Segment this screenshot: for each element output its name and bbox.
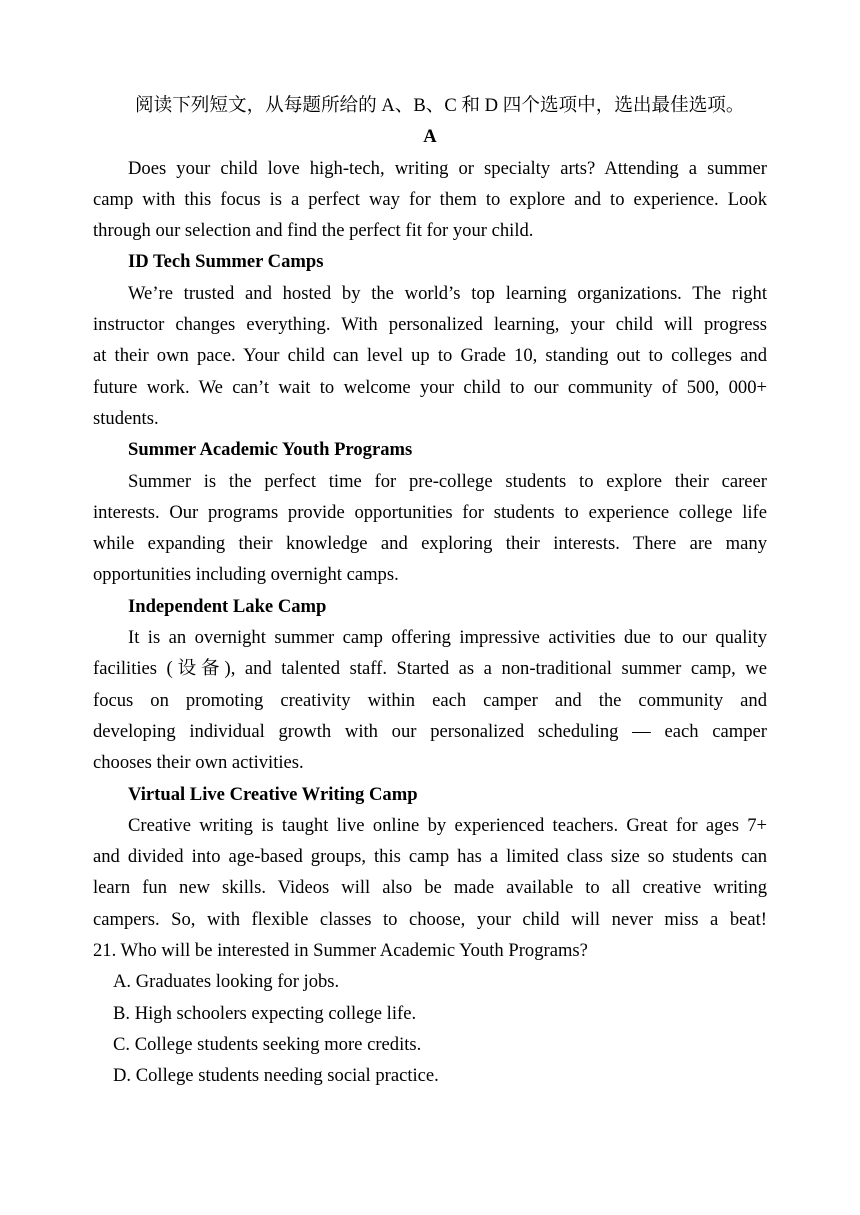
answer-option-d: D. College students needing social practice.	[113, 1065, 439, 1087]
camp-line: facilities (设备), and talented staff. Started as a non-traditional summer camp, we	[93, 658, 767, 680]
camp-line: It is an overnight summer camp offering impressive activities due to our quality	[128, 627, 767, 649]
camp-title: Virtual Live Creative Writing Camp	[128, 783, 418, 805]
camp-line: future work. We can’t wait to welcome your child to our community of 500, 000+	[93, 376, 767, 398]
camp-line: and divided into age-based groups, this camp has a limited class size so students can	[93, 846, 767, 868]
section-label: A	[423, 126, 437, 148]
intro-line: camp with this focus is a perfect way for them to explore and to experience. Look	[93, 188, 767, 210]
intro-line: through our selection and find the perfect fit for your child.	[93, 220, 534, 242]
camp-line: campers. So, with flexible classes to choose, your child will never miss a beat!	[93, 908, 767, 930]
camp-title: Independent Lake Camp	[128, 595, 327, 617]
camp-line: focus on promoting creativity within each camper and the community and	[93, 689, 767, 711]
answer-option-c: C. College students seeking more credits.	[113, 1033, 422, 1055]
camp-title: Summer Academic Youth Programs	[128, 439, 413, 461]
question-stem: 21. Who will be interested in Summer Academic Youth Programs?	[93, 940, 588, 962]
camp-line: students.	[93, 407, 159, 429]
camp-line: interests. Our programs provide opportunities for students to experience college life	[93, 501, 767, 523]
camp-line: developing individual growth with our personalized scheduling — each camper	[93, 720, 767, 742]
camp-line: We’re trusted and hosted by the world’s top learning organizations. The right	[128, 282, 767, 304]
answer-option-a: A. Graduates looking for jobs.	[113, 971, 340, 993]
answer-option-b: B. High schoolers expecting college life.	[113, 1002, 417, 1024]
camp-line: at their own pace. Your child can level up to Grade 10, standing out to colleges and	[93, 345, 767, 367]
camp-title: ID Tech Summer Camps	[128, 251, 324, 273]
camp-line: Summer is the perfect time for pre-college students to explore their career	[128, 470, 767, 492]
intro-line: Does your child love high-tech, writing or specialty arts? Attending a summer	[128, 157, 767, 179]
camp-line: Creative writing is taught live online by experienced teachers. Great for ages 7+	[128, 814, 767, 836]
camp-line: instructor changes everything. With personalized learning, your child will progress	[93, 314, 767, 336]
camp-line: chooses their own activities.	[93, 752, 304, 774]
camp-line: while expanding their knowledge and exploring their interests. There are many	[93, 533, 767, 555]
instruction-text: 阅读下列短文，从每题所给的 A、B、C 和 D 四个选项中，选出最佳选项。	[135, 95, 745, 116]
document-page	[93, 90, 767, 1092]
camp-line: learn fun new skills. Videos will also be made available to all creative writing	[93, 877, 767, 899]
camp-line: opportunities including overnight camps.	[93, 564, 399, 586]
